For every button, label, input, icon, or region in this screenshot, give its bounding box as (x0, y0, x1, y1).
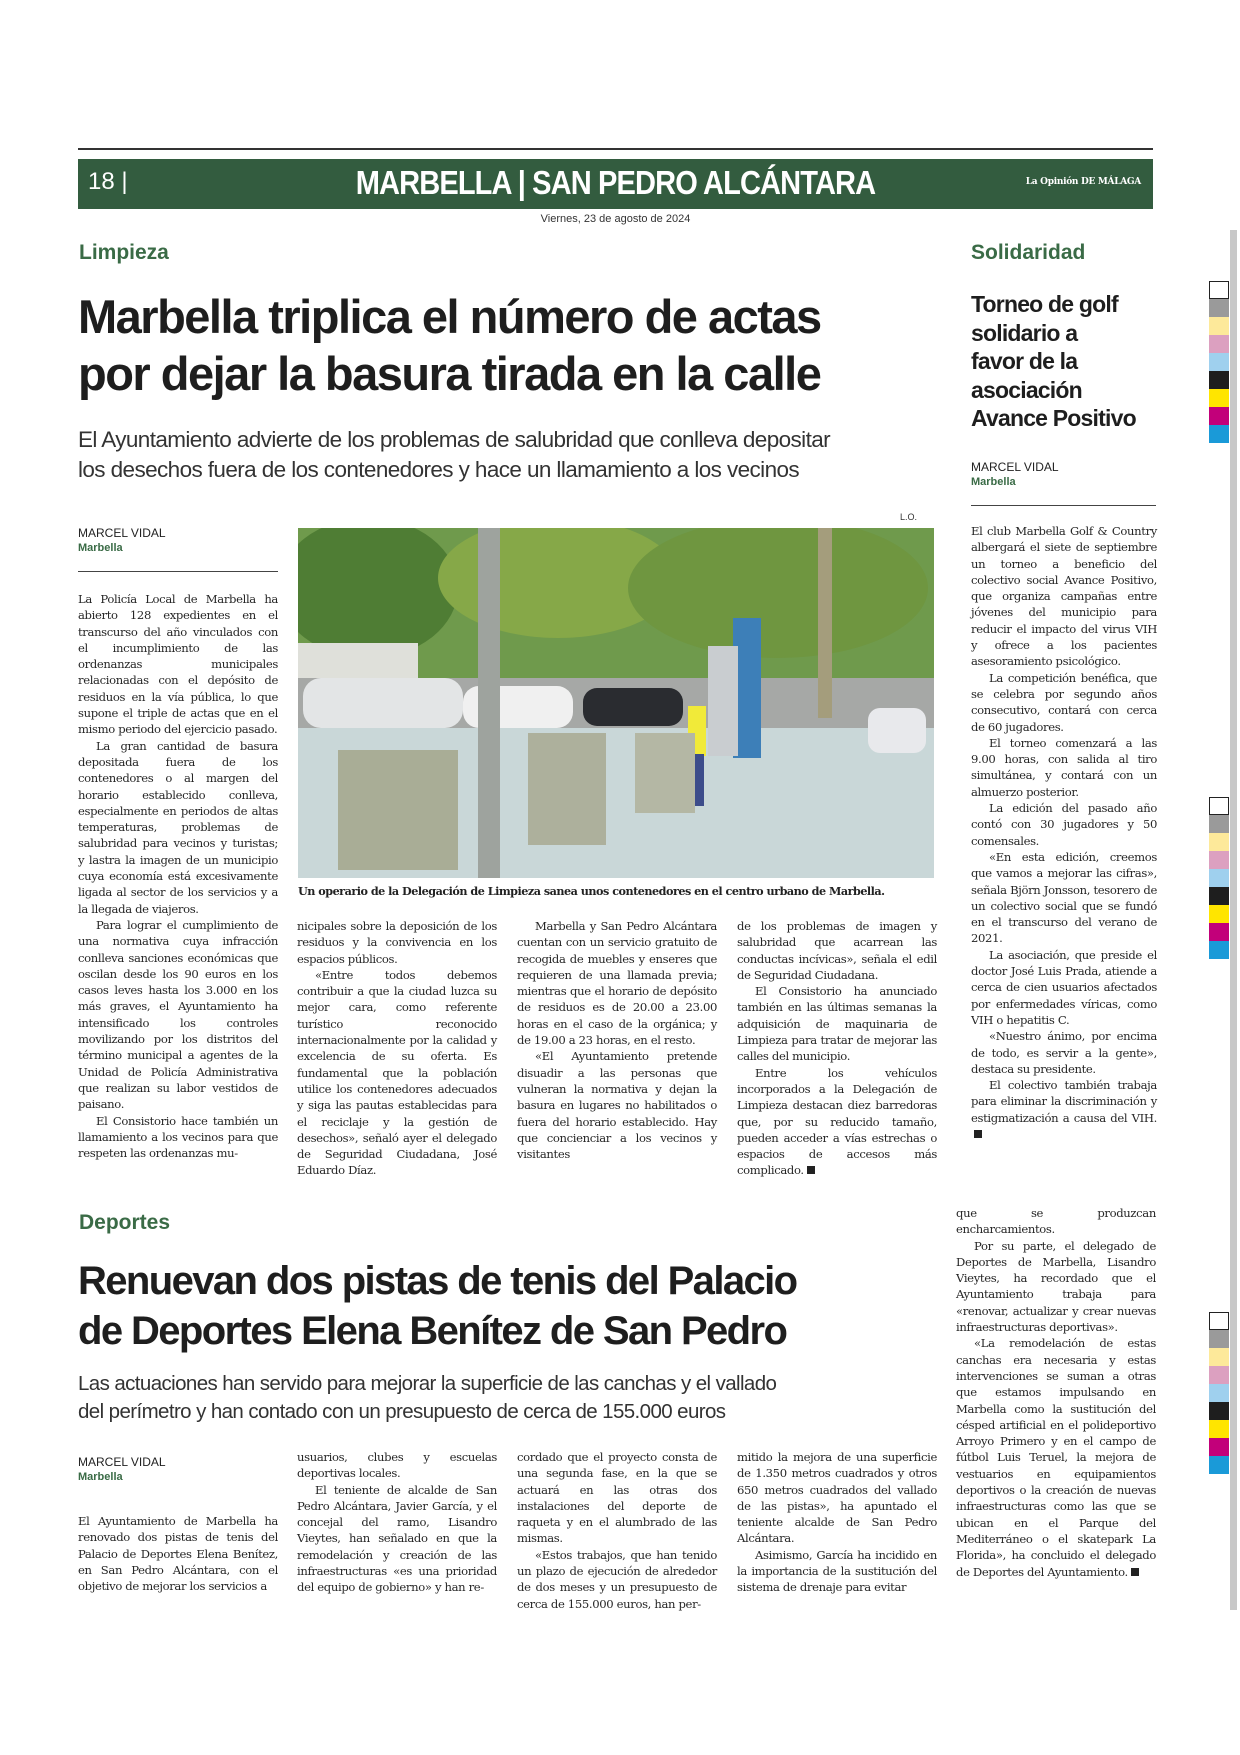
color-swatch (1209, 851, 1229, 869)
sports-column-1 (78, 1513, 278, 1594)
color-swatch (1209, 299, 1229, 317)
color-registration-bar (1209, 281, 1229, 443)
main-subhead-line: los desechos fuera de los contenedores y hace un llamamiento a los vecinos (78, 457, 800, 482)
paragraph: Para lograr el cumplimiento de una normativa cuya infracción conlleva sanciones económicas que oscilan desde los 90 euros en los casos leves hasta los 3.000 en los más graves, el Ayuntamiento ha intensificado los controles movilizando por los distritos del término municipal a agentes de la Unidad de Policía Administrativa que realizan su labor vestidos de paisano. (78, 917, 278, 1112)
paragraph: El club Marbella Golf & Country albergará el siete de septiembre un torneo a beneficio del colectivo social Avance Positivo, que organiza campañas entre jóvenes del municipio para reducir el impacto del virus VIH y ofrece a los pacientes asesoramiento psicológico. (971, 524, 1157, 669)
sidebar-headline-line: Avance Positivo (971, 405, 1136, 431)
color-swatch (1209, 1312, 1229, 1330)
color-swatch (1209, 1420, 1229, 1438)
main-kicker: Limpieza (79, 241, 169, 264)
color-registration-bar (1209, 1312, 1229, 1474)
paragraph: El torneo comenzará a las 9.00 horas, con salida al tiro simultánea, y contará con un almuerzo posterior. (971, 735, 1157, 799)
color-swatch (1209, 1456, 1229, 1474)
sidebar-kicker: Solidaridad (971, 241, 1086, 264)
paragraph (971, 1077, 1157, 1142)
sports-kicker: Deportes (79, 1211, 171, 1234)
color-swatch (1209, 1438, 1229, 1456)
page-number: 18 | (88, 168, 128, 195)
paragraph-text: Entre los vehículos incorporados a la Delegación de Limpieza destacan diez barredoras que, por su reducido tamaño, pueden acceder a vías estrechas o espacios de accesos más complicado. (737, 1065, 937, 1178)
author-location: Marbella (78, 1471, 123, 1483)
sports-subhead (78, 1370, 776, 1426)
sidebar-headline (971, 290, 1136, 433)
paragraph: mitido la mejora de una superficie de 1.350 metros cuadrados y otros 650 metros cuadrados del vallado de las pistas», ha apuntado el teniente alcalde de San Pedro Alcántara. (737, 1450, 937, 1546)
color-swatch (1209, 335, 1229, 353)
color-swatch (1209, 1348, 1229, 1366)
sidebar-byline-rule (971, 505, 1156, 506)
paragraph: La asociación, que preside el doctor José Luis Prada, atiende a cerca de cien usuarios afectados por enfermedades víricas, como VIH o hepatitis C. (971, 947, 1157, 1027)
color-swatch (1209, 869, 1229, 887)
paragraph: «Estos trabajos, que han tenido un plazo de ejecución de alrededor de dos meses y un presupuesto de cerca de 155.000 euros, han per- (517, 1547, 717, 1611)
end-mark-icon (807, 1166, 815, 1174)
color-swatch (1209, 815, 1229, 833)
color-swatch (1209, 941, 1229, 959)
main-column-4 (737, 918, 937, 1179)
paragraph: Asimismo, García ha incidido en la importancia de la sustitución del sistema de drenaje para evitar (737, 1547, 937, 1595)
paragraph: «El Ayuntamiento pretende disuadir a las personas que vulneran la normativa y dejan la basura en lugares no habilitados o fuera del horario establecido. Hay que concienciar a los vecinos y visitantes (517, 1049, 717, 1162)
paragraph-text: «La remodelación de estas canchas era necesaria y estas intervenciones se suman a otras que estamos impulsando en Marbella como la sustitución del césped artificial en el polideportivo Arroyo Primero y en el campo de fútbol Luis Teruel, la mejora de vestuarios en equipamientos deportivos o la creación de nuevas infraestructuras como las que se ubican en el Parque del Mediterráneo o el skatepark La Florida», ha concluido el delegado de Deportes del Ayuntamiento. (956, 1336, 1156, 1579)
paragraph: nicipales sobre la deposición de los residuos y la convivencia en los espacios públicos. (297, 919, 497, 966)
paragraph: El Ayuntamiento de Marbella ha renovado dos pistas de tenis del Palacio de Deportes Elena Benítez, en San Pedro Alcántara, con el objetivo de mejorar los servicios a (78, 1514, 278, 1594)
sports-subhead-line: Las actuaciones han servido para mejorar la superficie de las canchas y el vallado (78, 1372, 777, 1395)
main-column-1 (78, 591, 278, 1161)
main-headline (78, 288, 821, 402)
paragraph: «Nuestro ánimo, por encima de todo, es servir a la gente», destaca su presidente. (971, 1029, 1157, 1076)
color-swatch (1209, 887, 1229, 905)
color-swatch (1209, 833, 1229, 851)
color-swatch (1209, 425, 1229, 443)
end-mark-icon (974, 1130, 982, 1138)
color-swatch (1209, 371, 1229, 389)
sidebar-headline-line: favor de la (971, 348, 1078, 374)
sports-byline (78, 1455, 278, 1483)
page-edge-line (1230, 230, 1237, 1610)
main-subhead-line: El Ayuntamiento advierte de los problemas de salubridad que conlleva depositar (78, 427, 831, 452)
sports-headline (78, 1256, 796, 1356)
main-column-3 (517, 918, 717, 1162)
paragraph (737, 1065, 937, 1179)
paragraph: cordado que el proyecto consta de una segunda fase, en la que se actuará en las otras dos instalaciones del deporte de raqueta y en el alumbrado de las mismas. (517, 1450, 717, 1546)
author-name: MARCEL VIDAL (971, 460, 1059, 474)
street-cleaning-photo (298, 528, 934, 878)
photo-caption: Un operario de la Delegación de Limpieza sanea unos contenedores en el centro urbano de Marbella. (298, 884, 885, 898)
paragraph: La Policía Local de Marbella ha abierto 128 expedientes en el transcurso del año vinculados con el incumplimiento de las ordenanzas municipales relacionadas con el depósito de residuos en la vía pública, lo que supone el triple de actas que en el mismo periodo del ejercicio pasado. (78, 592, 278, 737)
color-registration-bar (1209, 797, 1229, 959)
sidebar-headline-line: asociación (971, 376, 1082, 403)
end-mark-icon (1131, 1568, 1139, 1576)
paragraph (956, 1335, 1156, 1579)
paragraph: La edición del pasado año contó con 30 jugadores y 50 comensales. (971, 801, 1157, 848)
issue-date: Viernes, 23 de agosto de 2024 (540, 213, 691, 225)
main-column-2 (297, 918, 497, 1179)
paragraph: El Consistorio hace también un llamamiento a los vecinos para que respeten las ordenanzas mu- (78, 1113, 278, 1161)
author-name: MARCEL VIDAL (78, 526, 166, 540)
color-swatch (1209, 389, 1229, 407)
paragraph: «Entre todos debemos contribuir a que la ciudad luzca su mejor cara, como referente turístico reconocido internacionalmente por la calidad y excelencia de su oferta. Es fundamental que la población utilice los contenedores adecuados y siga las pautas establecidas para el reciclaje y la gestión de desechos», señaló ayer el delegado de Seguridad Ciudadana, José Eduardo Díaz. (297, 967, 497, 1178)
news-photo (298, 528, 934, 878)
section-title: MARBELLA | SAN PEDRO ALCÁNTARA (355, 164, 876, 201)
sports-column-2 (297, 1449, 497, 1596)
sidebar-headline-line: Torneo de golf (971, 291, 1118, 317)
sports-column-4 (737, 1449, 937, 1596)
main-headline-line: por dejar la basura tirada en la calle (78, 347, 821, 400)
sports-headline-line: Renuevan dos pistas de tenis del Palacio (78, 1259, 797, 1303)
main-subhead (78, 425, 830, 485)
newspaper-logo: La Opinión DE MÁLAGA (1025, 177, 1141, 187)
paragraph: Marbella y San Pedro Alcántara cuentan con un servicio gratuito de recogida de muebles y enseres que requieren de una llamada previa; mientras que el horario de depósito de residuos es de 20.00 a 23.00 horas en el caso de la orgánica; y de 19.00 a 23 horas, en el resto. (517, 919, 717, 1048)
author-location: Marbella (78, 542, 123, 554)
main-byline (78, 526, 278, 554)
color-swatch (1209, 1330, 1229, 1348)
paragraph: «En esta edición, creemos que vamos a mejorar las cifras», señala Björn Jonsson, tesorero de un colectivo social que se fundó en el transcurso del verano de 2021. (971, 849, 1157, 946)
author-name: MARCEL VIDAL (78, 1455, 166, 1469)
paragraph: usuarios, clubes y escuelas deportivas locales. (297, 1450, 497, 1481)
paragraph: El teniente de alcalde de San Pedro Alcántara, Javier García, y el concejal del ramo, Lisandro Vieytes, han señalado en que la remodelación y creación de las infraestructuras «es una prioridad del equipo de gobierno» y han re- (297, 1482, 497, 1595)
main-headline-line: Marbella triplica el número de actas (78, 290, 821, 343)
color-swatch (1209, 317, 1229, 335)
top-rule (78, 148, 1153, 150)
color-swatch (1209, 281, 1229, 299)
author-location: Marbella (971, 476, 1016, 488)
color-swatch (1209, 1402, 1229, 1420)
paragraph: que se produzcan encharcamientos. (956, 1206, 1156, 1237)
color-swatch (1209, 407, 1229, 425)
paragraph: El Consistorio ha anunciado también en las últimas semanas la adquisición de maquinaria de Limpieza para tratar de mejorar las calles del municipio. (737, 984, 937, 1064)
sports-headline-line: de Deportes Elena Benítez de San Pedro (78, 1309, 787, 1353)
paragraph: Por su parte, el delegado de Deportes de Marbella, Lisandro Vieytes, ha recordado que el Ayuntamiento trabaja para «renovar, actualizar y crear nuevas infraestructuras deportivas». (956, 1238, 1156, 1335)
sports-column-3 (517, 1449, 717, 1612)
paragraph: La competición benéfica, que se celebra por segundo años consecutivo, contará con cerca de 60 jugadores. (971, 670, 1157, 734)
color-swatch (1209, 1366, 1229, 1384)
paragraph: La gran cantidad de basura depositada fuera de los contenedores o al margen del horario establecido conlleva, especialmente en periodos de altas temperaturas, problemas de salubridad para vecinos y turistas; y lastra la imagen de un municipio cuya economía está excesivamente ligada al sector de los servicios y a la llegada de viajeros. (78, 738, 278, 916)
color-swatch (1209, 905, 1229, 923)
sidebar-byline (971, 460, 1156, 488)
sidebar-column (971, 523, 1157, 1142)
color-swatch (1209, 797, 1229, 815)
sports-subhead-line: del perímetro y han contado con un presupuesto de cerca de 155.000 euros (78, 1400, 726, 1423)
color-swatch (1209, 923, 1229, 941)
byline-rule (78, 571, 278, 572)
sidebar-headline-line: solidario a (971, 319, 1078, 346)
color-swatch (1209, 1384, 1229, 1402)
photo-credit: L.O. (900, 512, 918, 522)
sports-column-5 (956, 1205, 1156, 1580)
paragraph: de los problemas de imagen y salubridad que acarrean las conductas incívicas», señala el edil de Seguridad Ciudadana. (737, 919, 937, 982)
color-swatch (1209, 353, 1229, 371)
section-banner (78, 159, 1153, 209)
paragraph-text: El colectivo también trabaja para eliminar la discriminación y estigmatización a causa del VIH. (971, 1078, 1157, 1125)
